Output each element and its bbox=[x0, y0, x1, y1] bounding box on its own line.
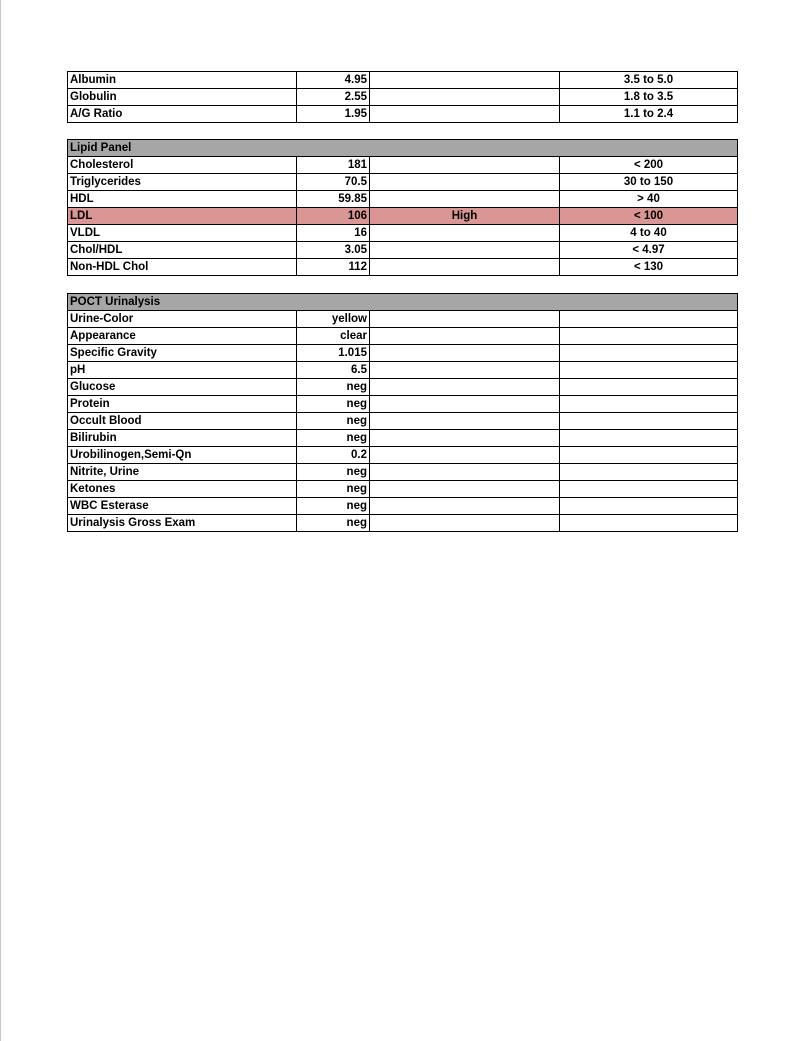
protein-results-table bbox=[67, 71, 738, 123]
urinalysis-rows bbox=[68, 311, 738, 532]
test-name-cell: Protein bbox=[68, 396, 297, 413]
reference-range-cell bbox=[560, 311, 738, 328]
test-name-cell: Appearance bbox=[68, 328, 297, 345]
table-row bbox=[68, 396, 738, 413]
result-value-cell: neg bbox=[297, 430, 370, 447]
flag-cell bbox=[370, 430, 560, 447]
table-row bbox=[68, 345, 738, 362]
test-name-cell: Non-HDL Chol bbox=[68, 259, 297, 276]
result-value-cell: yellow bbox=[297, 311, 370, 328]
table-row bbox=[68, 89, 738, 106]
reference-range-cell bbox=[560, 362, 738, 379]
reference-range-cell bbox=[560, 430, 738, 447]
flag-cell bbox=[370, 447, 560, 464]
flag-cell bbox=[370, 89, 560, 106]
flag-cell bbox=[370, 174, 560, 191]
table-row bbox=[68, 413, 738, 430]
page-left-edge bbox=[0, 0, 1, 1041]
result-value-cell: 1.015 bbox=[297, 345, 370, 362]
table-row bbox=[68, 362, 738, 379]
flag-cell bbox=[370, 311, 560, 328]
test-name-cell: pH bbox=[68, 362, 297, 379]
test-name-cell: Occult Blood bbox=[68, 413, 297, 430]
test-name-cell: LDL bbox=[68, 208, 297, 225]
reference-range-cell bbox=[560, 396, 738, 413]
table-row bbox=[68, 498, 738, 515]
table-row bbox=[68, 379, 738, 396]
table-row bbox=[68, 311, 738, 328]
result-value-cell: 0.2 bbox=[297, 447, 370, 464]
test-name-cell: Albumin bbox=[68, 72, 297, 89]
test-name-cell: Specific Gravity bbox=[68, 345, 297, 362]
flag-cell bbox=[370, 242, 560, 259]
test-name-cell: Cholesterol bbox=[68, 157, 297, 174]
reference-range-cell bbox=[560, 328, 738, 345]
reference-range-cell bbox=[560, 515, 738, 532]
table-row bbox=[68, 259, 738, 276]
table-row bbox=[68, 328, 738, 345]
result-value-cell: 181 bbox=[297, 157, 370, 174]
reference-range-cell: > 40 bbox=[560, 191, 738, 208]
flag-cell bbox=[370, 328, 560, 345]
result-value-cell: 112 bbox=[297, 259, 370, 276]
result-value-cell: neg bbox=[297, 481, 370, 498]
lipid-panel-table bbox=[67, 139, 738, 276]
reference-range-cell bbox=[560, 464, 738, 481]
table-row bbox=[68, 174, 738, 191]
test-name-cell: Chol/HDL bbox=[68, 242, 297, 259]
table-row bbox=[68, 106, 738, 123]
test-name-cell: Ketones bbox=[68, 481, 297, 498]
test-name-cell: Urobilinogen,Semi-Qn bbox=[68, 447, 297, 464]
test-name-cell: Globulin bbox=[68, 89, 297, 106]
table-row bbox=[68, 515, 738, 532]
result-value-cell: 4.95 bbox=[297, 72, 370, 89]
section-title: POCT Urinalysis bbox=[68, 294, 297, 311]
flag-cell bbox=[370, 362, 560, 379]
result-value-cell: 16 bbox=[297, 225, 370, 242]
table-row bbox=[68, 191, 738, 208]
table-row bbox=[68, 208, 738, 225]
result-value-cell: neg bbox=[297, 464, 370, 481]
reference-range-cell: < 200 bbox=[560, 157, 738, 174]
table-row bbox=[68, 72, 738, 89]
test-name-cell: Nitrite, Urine bbox=[68, 464, 297, 481]
reference-range-cell: 3.5 to 5.0 bbox=[560, 72, 738, 89]
table-row bbox=[68, 430, 738, 447]
result-value-cell: 3.05 bbox=[297, 242, 370, 259]
reference-range-cell: 4 to 40 bbox=[560, 225, 738, 242]
result-value-cell: 106 bbox=[297, 208, 370, 225]
reference-range-cell: < 130 bbox=[560, 259, 738, 276]
result-value-cell: clear bbox=[297, 328, 370, 345]
table-row bbox=[68, 242, 738, 259]
reference-range-cell: < 100 bbox=[560, 208, 738, 225]
table-row bbox=[68, 481, 738, 498]
urinalysis-table bbox=[67, 293, 738, 532]
reference-range-cell bbox=[560, 379, 738, 396]
flag-cell bbox=[370, 345, 560, 362]
result-value-cell: neg bbox=[297, 498, 370, 515]
test-name-cell: Urine-Color bbox=[68, 311, 297, 328]
flag-cell: High bbox=[370, 208, 560, 225]
result-value-cell: neg bbox=[297, 515, 370, 532]
reference-range-cell bbox=[560, 345, 738, 362]
test-name-cell: Bilirubin bbox=[68, 430, 297, 447]
result-value-cell: neg bbox=[297, 396, 370, 413]
flag-cell bbox=[370, 413, 560, 430]
reference-range-cell bbox=[560, 481, 738, 498]
flag-cell bbox=[370, 106, 560, 123]
reference-range-cell: < 4.97 bbox=[560, 242, 738, 259]
urinalysis-header bbox=[68, 294, 738, 311]
reference-range-cell bbox=[560, 413, 738, 430]
result-value-cell: 6.5 bbox=[297, 362, 370, 379]
reference-range-cell bbox=[560, 447, 738, 464]
flag-cell bbox=[370, 72, 560, 89]
reference-range-cell: 1.1 to 2.4 bbox=[560, 106, 738, 123]
flag-cell bbox=[370, 379, 560, 396]
reference-range-cell: 1.8 to 3.5 bbox=[560, 89, 738, 106]
test-name-cell: HDL bbox=[68, 191, 297, 208]
table-row bbox=[68, 464, 738, 481]
result-value-cell: 1.95 bbox=[297, 106, 370, 123]
flag-cell bbox=[370, 191, 560, 208]
table-row bbox=[68, 225, 738, 242]
result-value-cell: 2.55 bbox=[297, 89, 370, 106]
section-title: Lipid Panel bbox=[68, 140, 297, 157]
test-name-cell: VLDL bbox=[68, 225, 297, 242]
result-value-cell: 59.85 bbox=[297, 191, 370, 208]
test-name-cell: Glucose bbox=[68, 379, 297, 396]
flag-cell bbox=[370, 498, 560, 515]
result-value-cell: neg bbox=[297, 413, 370, 430]
test-name-cell: Urinalysis Gross Exam bbox=[68, 515, 297, 532]
table-row bbox=[68, 157, 738, 174]
flag-cell bbox=[370, 157, 560, 174]
flag-cell bbox=[370, 515, 560, 532]
test-name-cell: A/G Ratio bbox=[68, 106, 297, 123]
table-row bbox=[68, 447, 738, 464]
test-name-cell: WBC Esterase bbox=[68, 498, 297, 515]
lipid-panel-header bbox=[68, 140, 738, 157]
protein-rows bbox=[68, 72, 738, 123]
flag-cell bbox=[370, 225, 560, 242]
result-value-cell: 70.5 bbox=[297, 174, 370, 191]
result-value-cell: neg bbox=[297, 379, 370, 396]
lipid-rows bbox=[68, 157, 738, 276]
flag-cell bbox=[370, 464, 560, 481]
flag-cell bbox=[370, 259, 560, 276]
reference-range-cell bbox=[560, 498, 738, 515]
flag-cell bbox=[370, 481, 560, 498]
reference-range-cell: 30 to 150 bbox=[560, 174, 738, 191]
test-name-cell: Triglycerides bbox=[68, 174, 297, 191]
flag-cell bbox=[370, 396, 560, 413]
